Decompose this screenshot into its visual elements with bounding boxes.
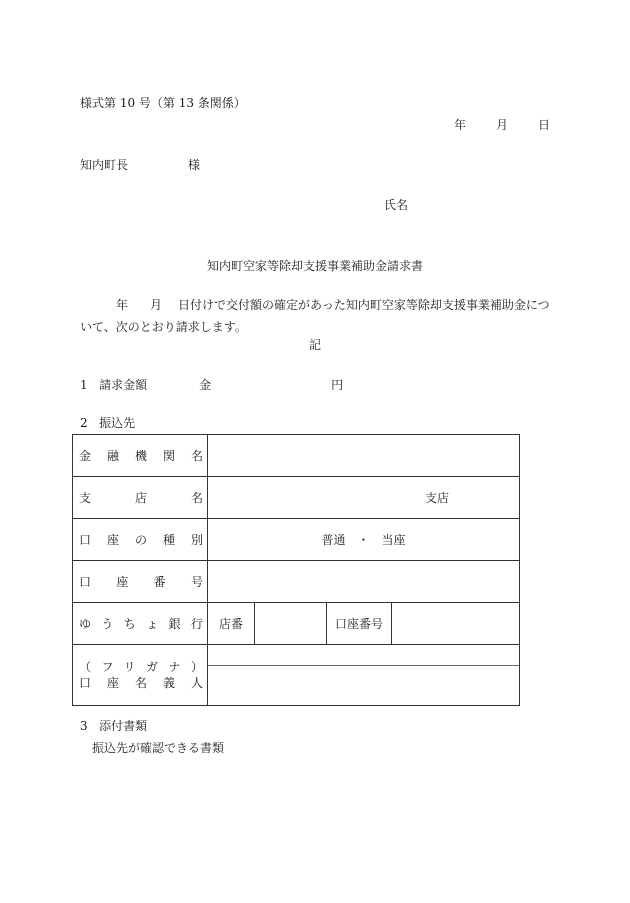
- branch-field[interactable]: [208, 477, 520, 519]
- applicant-name-label: 氏名: [384, 198, 409, 212]
- recipient-title: 知内町長: [80, 158, 129, 172]
- account-type-label: 口座の種別: [73, 519, 208, 561]
- section1-label: 請求金額: [99, 378, 148, 392]
- section1-number: 1: [80, 378, 88, 392]
- body-text: [80, 294, 550, 338]
- section1-unit: 円: [331, 378, 344, 392]
- holder-label: [73, 645, 208, 706]
- transfer-table: [72, 434, 520, 706]
- yucho-store-field[interactable]: [255, 603, 327, 644]
- date-day: 日: [537, 118, 550, 132]
- table-row: [73, 477, 520, 519]
- furigana-divider: [208, 665, 519, 666]
- table-row: [73, 645, 520, 706]
- table-row: [73, 561, 520, 603]
- attachment-item: 振込先が確認できる書類: [92, 741, 225, 755]
- section1-currency-label: 金: [199, 378, 212, 392]
- furigana-label: （フリガナ）: [79, 660, 203, 674]
- recipient: [80, 157, 200, 173]
- recipient-honorific: 様: [188, 158, 201, 172]
- section3-number: 3: [80, 719, 88, 733]
- holder-name-label: 口座名義人: [79, 676, 203, 690]
- account-type-field[interactable]: [208, 519, 520, 561]
- branch-label: 支店名: [73, 477, 208, 519]
- bank-name-label: 金融機関名: [73, 435, 208, 477]
- branch-suffix: 支店: [424, 490, 449, 505]
- section-claim-amount: [80, 377, 343, 393]
- yucho-store-label: 店番: [208, 603, 255, 644]
- table-row: [73, 435, 520, 477]
- yucho-account-label: 口座番号: [327, 603, 392, 644]
- date-month: 月: [495, 118, 508, 132]
- section2-number: 2: [80, 416, 88, 430]
- holder-field[interactable]: [208, 645, 520, 706]
- section-transfer: [80, 415, 135, 431]
- body-year: 年: [116, 298, 129, 312]
- document-title: 知内町空家等除却支援事業補助金請求書: [206, 259, 423, 273]
- body-rest: 日付けで交付額の確定があった知内町空家等除却支援事業補助金について、次のとおり請求します。: [80, 298, 550, 334]
- date-year: 年: [453, 118, 466, 132]
- date-line: [454, 117, 550, 133]
- section-attachments: [80, 718, 147, 734]
- section2-label: 振込先: [99, 416, 136, 430]
- table-row: [73, 519, 520, 561]
- table-row: [73, 603, 520, 645]
- section3-label: 添付書類: [99, 719, 148, 733]
- body-month: 月: [150, 298, 163, 312]
- form-number: 様式第 10 号（第 13 条関係）: [80, 96, 246, 110]
- account-number-field[interactable]: [208, 561, 520, 603]
- ki-marker: 記: [308, 338, 321, 352]
- bank-name-field[interactable]: [208, 435, 520, 477]
- account-type-options: 普通 ・ 当座: [321, 532, 406, 547]
- yucho-cell: [208, 603, 520, 645]
- yucho-account-field[interactable]: [392, 603, 519, 644]
- account-number-label: 口座番号: [73, 561, 208, 603]
- yucho-label: ゆうちょ銀行: [73, 603, 208, 645]
